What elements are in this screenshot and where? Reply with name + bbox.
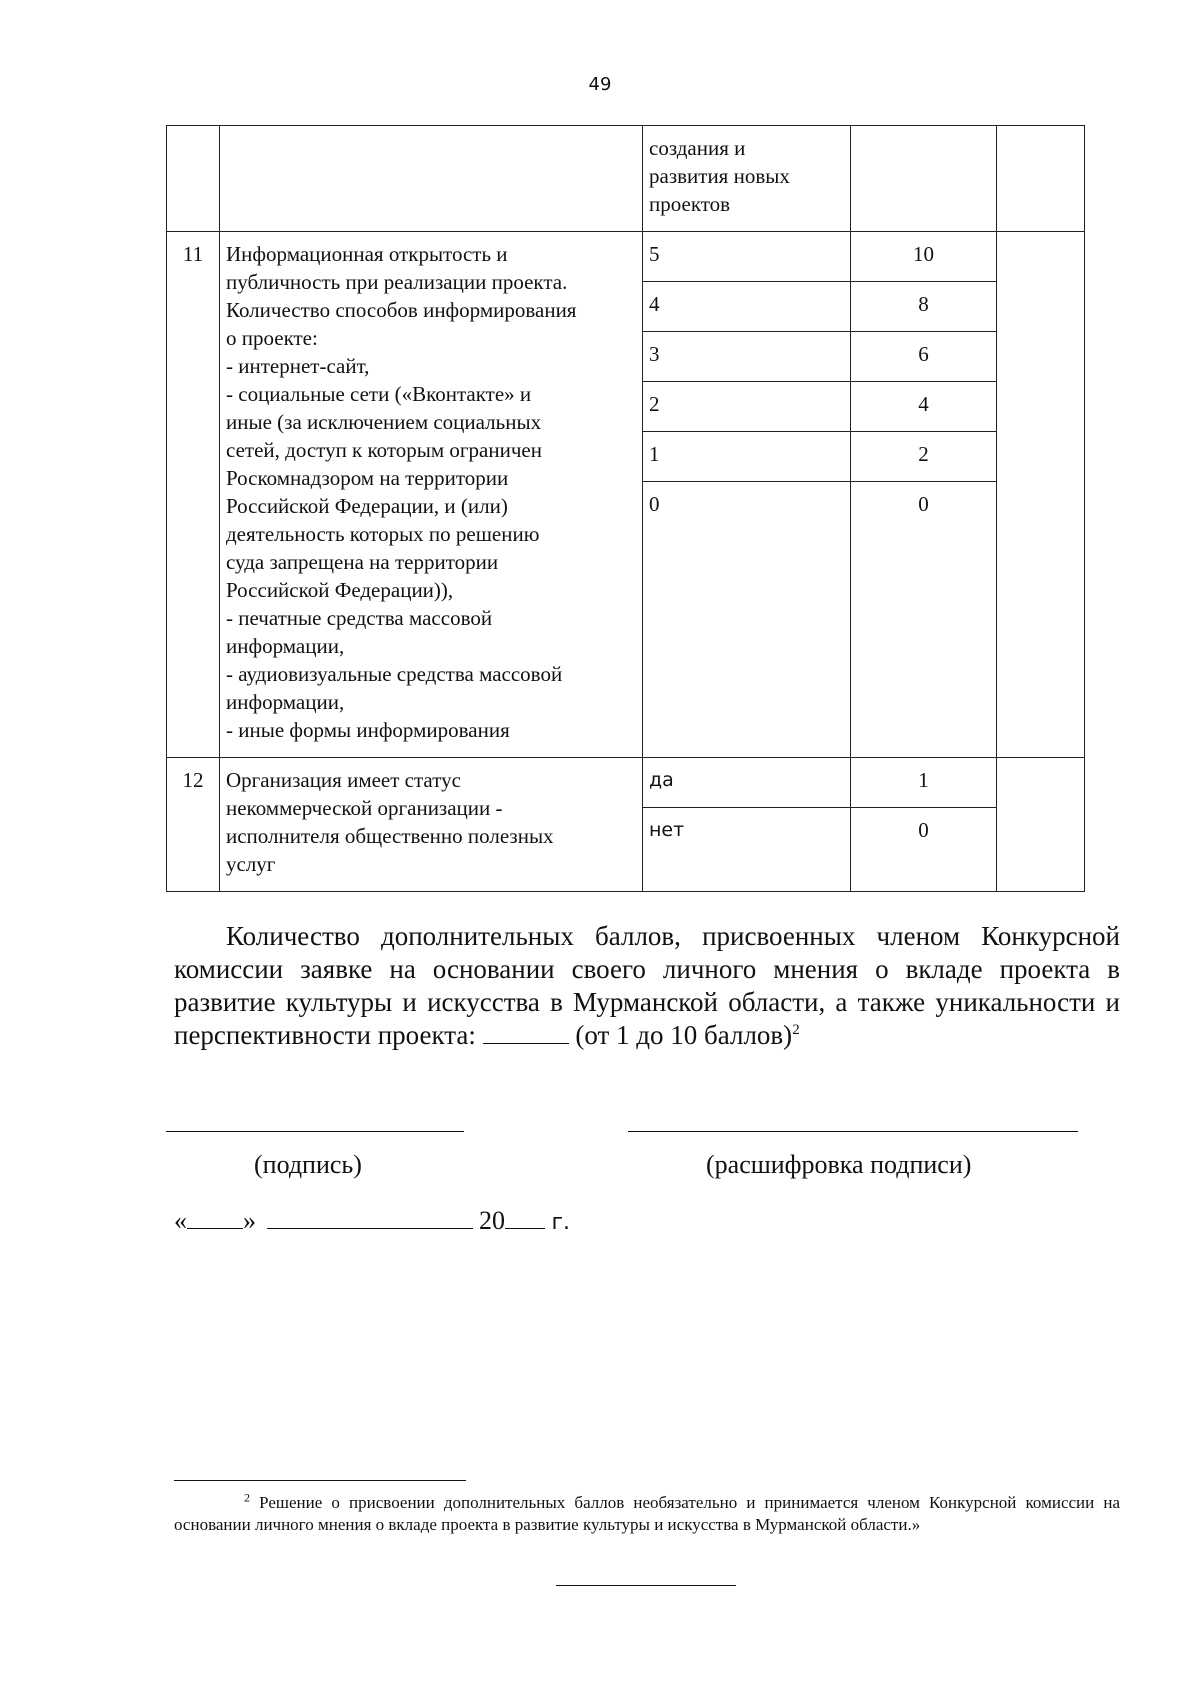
table-row — [167, 126, 1085, 232]
criterion-line: - иные формы информирования — [226, 718, 510, 742]
option-score: 6 — [851, 332, 997, 382]
criterion-line: Российской Федерации)), — [226, 578, 454, 602]
year-blank[interactable] — [505, 1208, 545, 1229]
footnote-text: Решение о присвоении дополнительных баллов необязательно и принимается членом Конкурсной комиссии на основании личного мнения о вкладе проекта в развитие культуры и искусства в Мурманской области.» — [174, 1493, 1121, 1534]
criterion-line: информации, — [226, 634, 345, 658]
date-close-quote: » — [243, 1206, 256, 1235]
value-text-line: развития новых — [649, 164, 790, 188]
mark-cell — [997, 758, 1085, 892]
option-score: 8 — [851, 282, 997, 332]
criterion-line: сетей, доступ к которым ограничен — [226, 438, 542, 462]
footnote — [174, 1492, 1120, 1536]
criterion-line: Организация имеет статус — [226, 768, 461, 792]
footnote-marker: 2 — [244, 1490, 250, 1505]
option-value: 5 — [643, 232, 851, 282]
criterion-line: Информационная открытость и — [226, 242, 508, 266]
end-separator — [556, 1585, 736, 1586]
signature-decoding-caption: (расшифровка подписи) — [706, 1150, 972, 1179]
option-value: 0 — [643, 482, 851, 758]
paragraph-text: Количество дополнительных баллов, присвоенных членом Конкурсной комиссии заявке на основании своего личного мнения о вкладе проекта в развитие культуры и искусства в Мурманской области, а также уникальности и перспективности проекта: — [174, 921, 1120, 1050]
criterion-line: Российской Федерации, и (или) — [226, 494, 508, 518]
mark-cell — [997, 232, 1085, 758]
option-score: 10 — [851, 232, 997, 282]
option-value: 3 — [643, 332, 851, 382]
criterion-line: - аудиовизуальные средства массовой — [226, 662, 563, 686]
criterion-cell — [220, 758, 643, 892]
date-open-quote: « — [174, 1206, 187, 1235]
table-row — [167, 232, 1085, 282]
row-number: 12 — [167, 758, 220, 892]
table-row — [167, 758, 1085, 808]
points-range-text: (от 1 до 10 баллов) — [575, 1020, 793, 1050]
number-cell — [167, 126, 220, 232]
score-cell — [851, 126, 997, 232]
row-number: 11 — [167, 232, 220, 758]
points-blank[interactable] — [483, 1021, 569, 1044]
date-line — [174, 1206, 570, 1236]
day-blank[interactable] — [187, 1208, 243, 1229]
criterion-line: деятельность которых по решению — [226, 522, 540, 546]
signature-decoding-line[interactable] — [628, 1131, 1078, 1132]
criterion-line: информации, — [226, 690, 345, 714]
criterion-line: суда запрещена на территории — [226, 550, 499, 574]
additional-points-paragraph — [174, 920, 1120, 1052]
footnote-separator — [174, 1480, 466, 1481]
criterion-line: Количество способов информирования — [226, 298, 577, 322]
option-score: 0 — [851, 482, 997, 758]
criterion-line: услуг — [226, 852, 276, 876]
option-score: 4 — [851, 382, 997, 432]
criterion-line: о проекте: — [226, 326, 318, 350]
option-score: 2 — [851, 432, 997, 482]
signature-line[interactable] — [166, 1131, 464, 1132]
option-value: да — [643, 758, 851, 808]
option-value: 1 — [643, 432, 851, 482]
criterion-line: некоммерческой организации - — [226, 796, 503, 820]
criterion-line: иные (за исключением социальных — [226, 410, 542, 434]
footnote-reference: 2 — [792, 1022, 800, 1038]
criteria-table — [166, 125, 1085, 892]
option-value: 4 — [643, 282, 851, 332]
criterion-line: - интернет-сайт, — [226, 354, 370, 378]
criterion-line: публичность при реализации проекта. — [226, 270, 568, 294]
value-cell — [643, 126, 851, 232]
criterion-cell — [220, 126, 643, 232]
criterion-line: - печатные средства массовой — [226, 606, 493, 630]
value-text-line: создания и — [649, 136, 746, 160]
value-text-line: проектов — [649, 192, 731, 216]
criterion-line: - социальные сети («Вконтакте» и — [226, 382, 532, 406]
option-score: 1 — [851, 758, 997, 808]
criterion-cell — [220, 232, 643, 758]
year-suffix: г. — [551, 1210, 571, 1235]
page-number: 49 — [588, 74, 612, 95]
option-score: 0 — [851, 808, 997, 892]
year-prefix: 20 — [479, 1206, 505, 1235]
option-value: нет — [643, 808, 851, 892]
month-blank[interactable] — [267, 1208, 473, 1229]
mark-cell — [997, 126, 1085, 232]
criterion-line: исполнителя общественно полезных — [226, 824, 554, 848]
option-value: 2 — [643, 382, 851, 432]
signature-caption: (подпись) — [254, 1150, 362, 1179]
criterion-line: Роскомнадзором на территории — [226, 466, 509, 490]
